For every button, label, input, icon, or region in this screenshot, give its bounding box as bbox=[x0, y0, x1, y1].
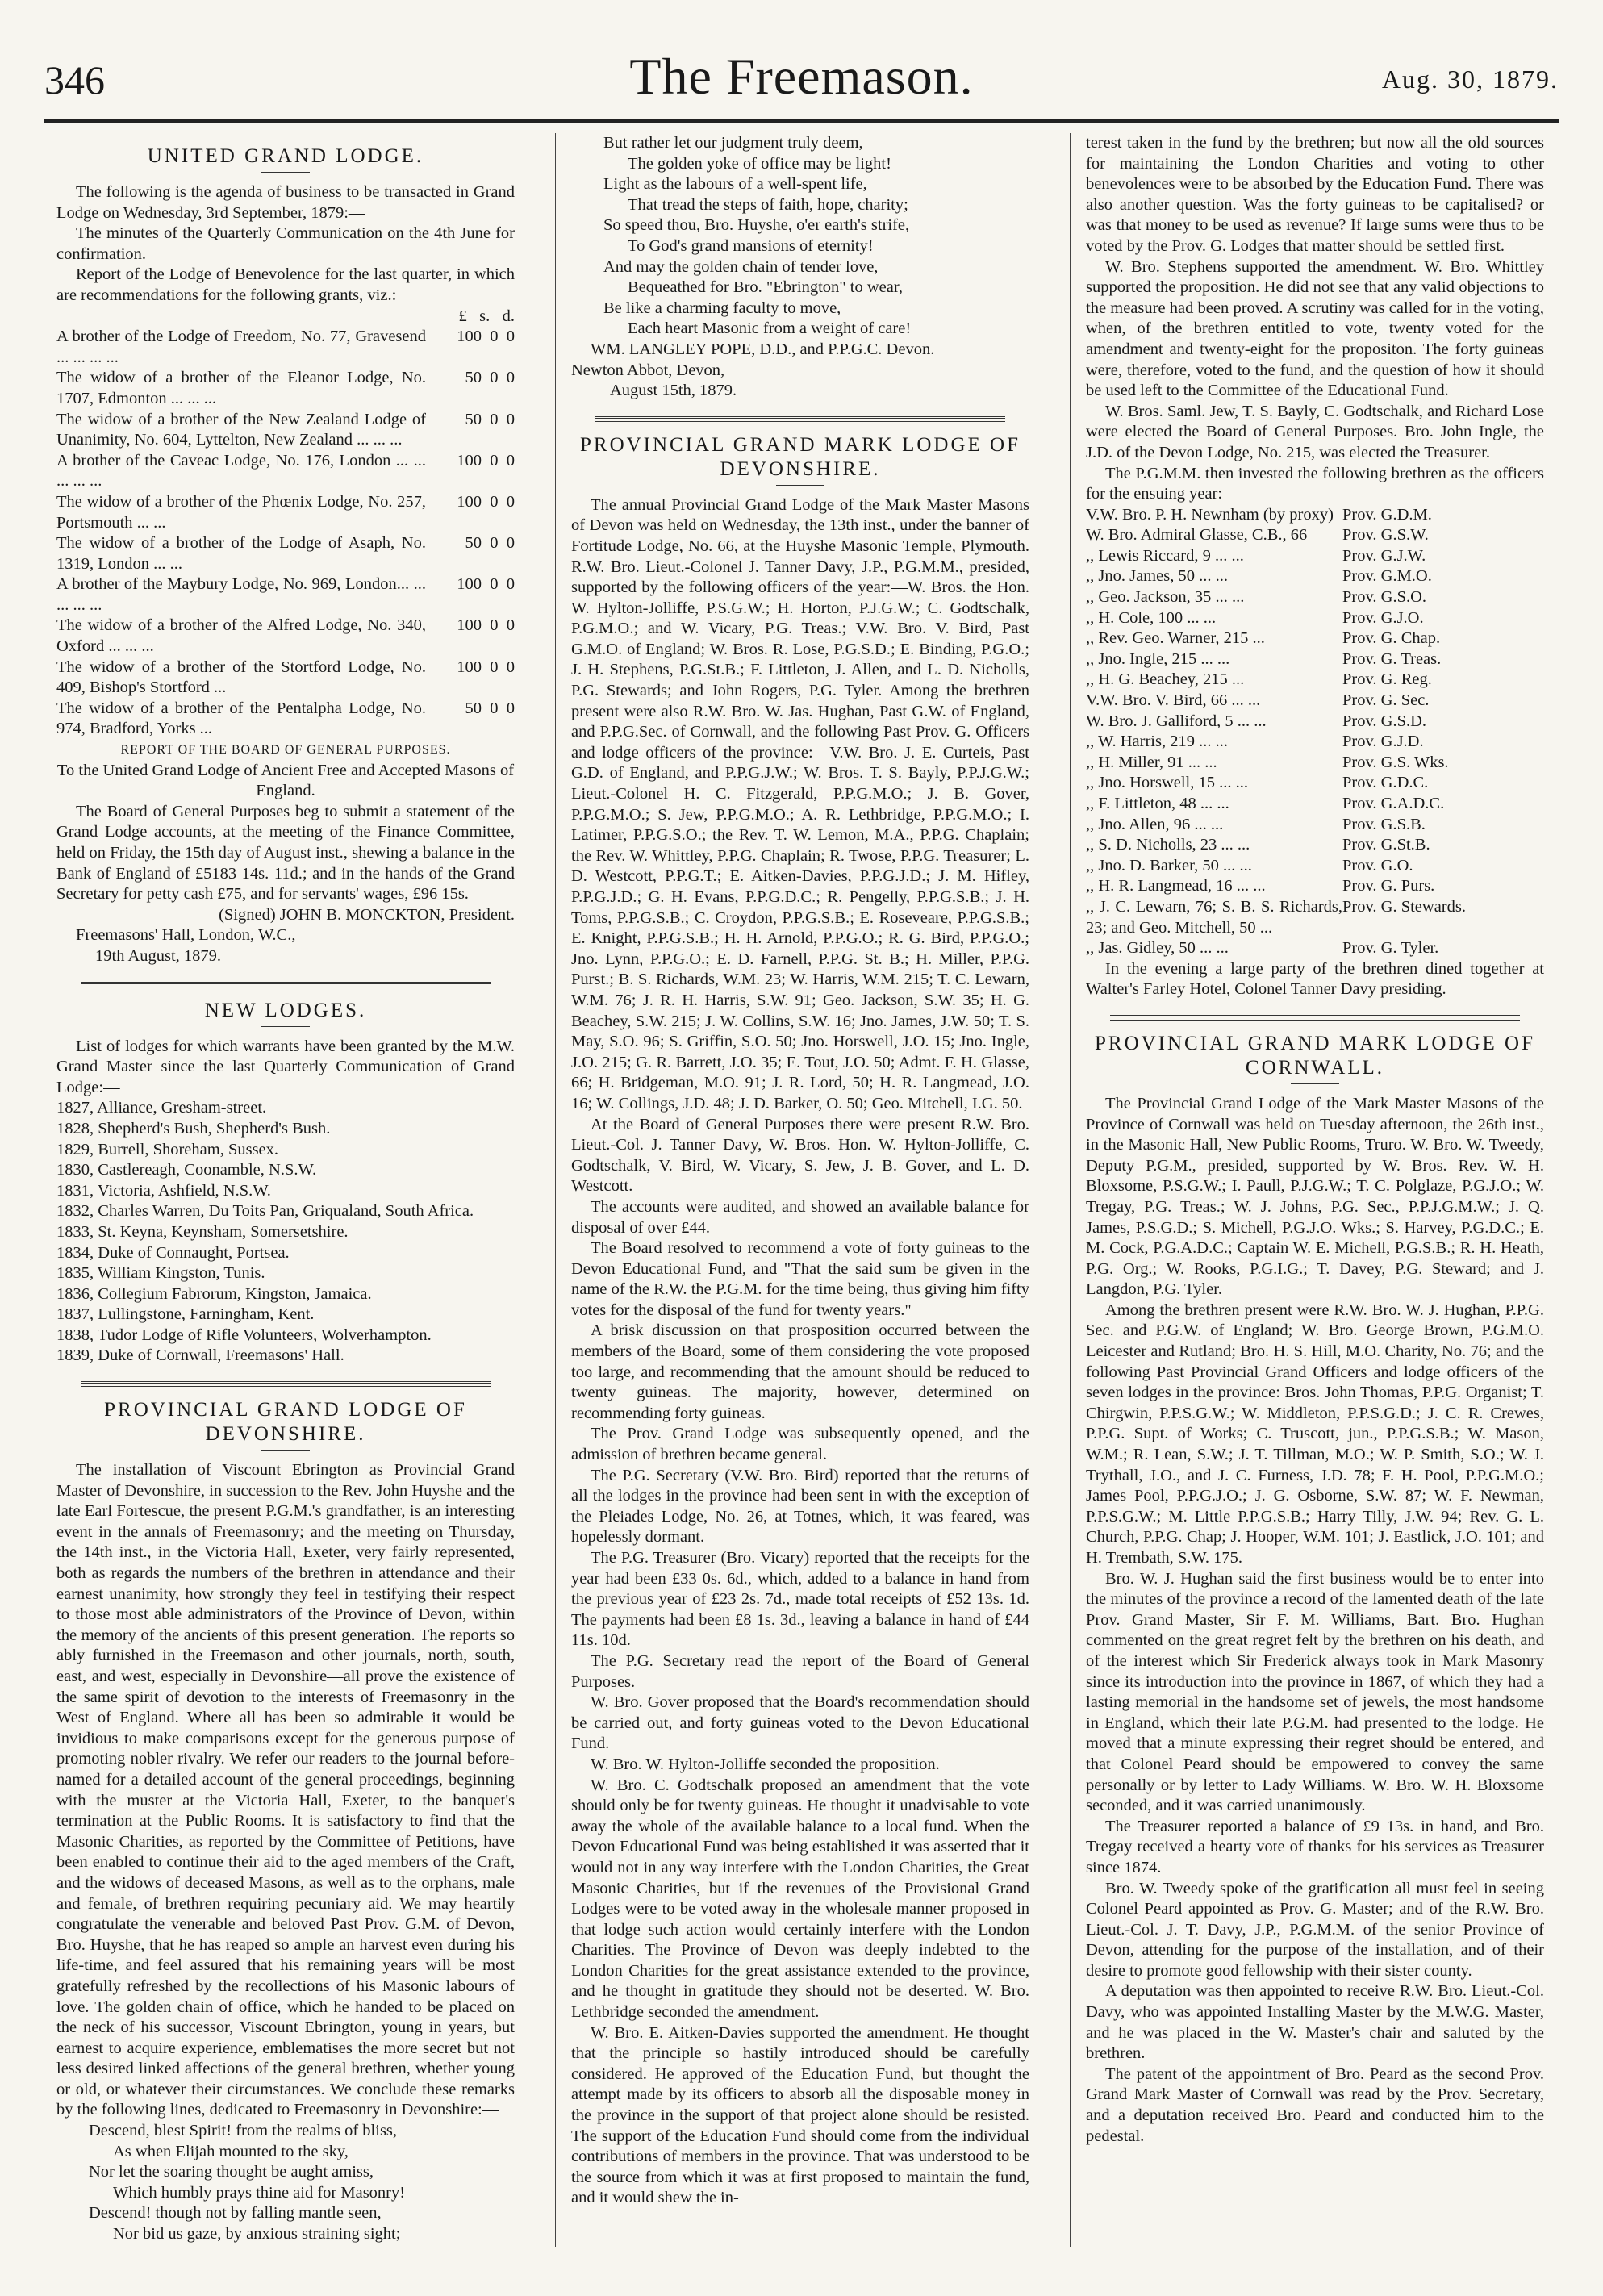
report-heading: REPORT OF THE BOARD OF GENERAL PURPOSES. bbox=[120, 743, 451, 758]
officer-name: V.W. Bro. P. H. Newnham (by proxy) bbox=[1086, 505, 1334, 524]
verse-line: Nor let the soaring thought be aught amiss, bbox=[89, 2163, 374, 2181]
officer-row bbox=[1086, 876, 1544, 897]
verse-line: Light as the labours of a well-spent life, bbox=[603, 175, 867, 194]
paragraph: terest taken in the fund by the brethren; but now all the old sources for maintaining the London Charities and voting to other benevolences were to be absorbed by the Education Fund. There was also another question. Was the forty guineas to be capitalised? or was that money to be used as revenue? If large sums were thus to be voted by the Prov. G. Lodges that matter should be settled first. bbox=[1086, 134, 1544, 255]
verse-line: Descend, blest Spirit! from the realms of bliss, bbox=[89, 2122, 398, 2140]
paragraph: W. Bro. C. Godtschalk proposed an amendment that the vote should only be for twenty guineas. He thought it unadvisable to vote away the whole of the available balance to a local fund. When the Devon Educational Fund was being established it was asserted that it would not in any way interfere with the London Charities, the Great Masonic Charities, but if the revenues of the Provisional Grand Lodges were to be voted away in the wholesale manner proposed in that lodge such action would certainly interfere with the London Charities. The Province of Devon was deeply indebted to the London Charities for the great assistance extended to the province, and he thought in gratitude they should not be deserted. W. Bro. Lethbridge seconded the amendment. bbox=[571, 1776, 1029, 2022]
verse-line: As when Elijah mounted to the sky, bbox=[113, 2142, 349, 2160]
officer-office: Prov. G.D.M. bbox=[1342, 505, 1432, 524]
grant-amount: 100 0 0 bbox=[457, 657, 515, 676]
officer-name: ,, Jno. Ingle, 215 ... ... bbox=[1086, 649, 1230, 668]
grant-row bbox=[56, 699, 515, 740]
report-addressee: To the United Grand Lodge of Ancient Free and Accepted Masons of England. bbox=[56, 761, 515, 800]
paragraph: The P.G. Secretary (V.W. Bro. Bird) reported that the returns of all the lodges in the province had been sent in with the exception of the Pleiades Lodge, No. 26, at Totnes, which, it was feared, was hopelessly dormant. bbox=[571, 1466, 1029, 1547]
paragraph: The accounts were audited, and showed an available balance for disposal of over £44. bbox=[571, 1197, 1029, 1237]
officer-name: ,, F. Littleton, 48 ... ... bbox=[1086, 795, 1229, 812]
verse-line: Which humbly prays thine aid for Masonry! bbox=[113, 2183, 406, 2202]
verse-line: Bequeathed for Bro. "Ebrington" to wear, bbox=[628, 278, 903, 297]
grant-row bbox=[56, 657, 515, 699]
lodge-entry: 1832, Charles Warren, Du Toits Pan, Griqualand, South Africa. bbox=[56, 1202, 474, 1221]
officer-office: Prov. G.M.O. bbox=[1342, 567, 1432, 586]
officer-office: Prov. G.D.C. bbox=[1342, 774, 1429, 792]
officer-name: ,, H. R. Langmead, 16 ... ... bbox=[1086, 877, 1266, 895]
grant-amount: 100 0 0 bbox=[457, 451, 515, 470]
signature-date: 19th August, 1879. bbox=[95, 946, 222, 965]
grant-text: A brother of the Lodge of Freedom, No. 77, Gravesend ... ... ... ... bbox=[56, 328, 426, 366]
grant-row bbox=[56, 492, 515, 533]
verse-place: Newton Abbot, Devon, bbox=[571, 361, 725, 379]
officer-row bbox=[1086, 587, 1544, 608]
officer-name: W. Bro. J. Galliford, 5 ... ... bbox=[1086, 712, 1267, 730]
masthead-rule bbox=[44, 119, 1559, 123]
paragraph: The Treasurer reported a balance of £9 13s. in hand, and Bro. Tregay received a hearty vote of thanks for his services as Treasurer since 1874. bbox=[1086, 1817, 1544, 1876]
lodge-entry: 1835, William Kingston, Tunis. bbox=[56, 1264, 265, 1283]
paragraph: The P.G.M.M. then invested the following brethren as the officers for the ensuing year:— bbox=[1086, 464, 1544, 503]
section-rule bbox=[595, 416, 1005, 422]
heading-dash bbox=[261, 172, 310, 173]
newspaper-title: The Freemason. bbox=[629, 48, 974, 105]
article-heading: UNITED GRAND LODGE. bbox=[147, 145, 424, 167]
section-rule bbox=[1110, 1015, 1520, 1021]
paragraph: At the Board of General Purposes there were present R.W. Bro. Lieut.-Col. J. Tanner Davy, W. Bros. Hon. W. Hylton-Jolliffe, C. Godtschalk, V. Bird, W. Vicary, S. Jew, J. B. Gover, and L. D. Westcott. bbox=[571, 1115, 1029, 1196]
grants-list bbox=[56, 327, 515, 740]
section-rule bbox=[81, 1381, 491, 1387]
grant-row bbox=[56, 533, 515, 574]
grant-row bbox=[56, 327, 515, 368]
grant-text: The widow of a brother of the Eleanor Lodge, No. 1707, Edmonton ... ... ... bbox=[56, 369, 426, 407]
officer-row bbox=[1086, 815, 1544, 836]
officer-name: ,, J. C. Lewarn, 76; S. B. S. Richards, 23; and Geo. Mitchell, 50 ... bbox=[1086, 897, 1342, 937]
officer-row bbox=[1086, 794, 1544, 815]
grant-row bbox=[56, 368, 515, 409]
paragraph: A brisk discussion on that prosposition occurred between the members of the Board, some of them considering the vote proposed too large, and recommending that the amount should be reduced to twenty guineas. The majority, however, determined on recommending forty guineas. bbox=[571, 1321, 1029, 1422]
lodge-entry: 1839, Duke of Cornwall, Freemasons' Hall. bbox=[56, 1346, 344, 1365]
grant-text: The widow of a brother of the Stortford Lodge, No. 409, Bishop's Stortford ... bbox=[56, 657, 426, 697]
officer-office: Prov. G. Stewards. bbox=[1342, 897, 1466, 916]
officer-office: Prov. G. Purs. bbox=[1342, 877, 1435, 895]
officer-office: Prov. G.S.O. bbox=[1342, 588, 1427, 607]
paragraph: W. Bro. W. Hylton-Jolliffe seconded the proposition. bbox=[591, 1755, 940, 1773]
officer-name: ,, H. Miller, 91 ... ... bbox=[1086, 753, 1217, 771]
officer-name: ,, H. Cole, 100 ... ... bbox=[1086, 608, 1217, 627]
grant-amount: 100 0 0 bbox=[457, 575, 515, 594]
grant-amount: 50 0 0 bbox=[465, 534, 515, 553]
officer-name: ,, H. G. Beachey, 215 ... bbox=[1086, 670, 1245, 689]
lodge-entry: 1831, Victoria, Ashfield, N.S.W. bbox=[56, 1181, 271, 1200]
verse-line: So speed thou, Bro. Huyshe, o'er earth's strife, bbox=[603, 216, 910, 235]
paragraph: Bro. W. J. Hughan said the first business would be to enter into the minutes of the province a record of the lamented death of the late Prov. Grand Master, Sir F. M. Williams, Bart. Bro. Hughan commented on the great regret felt by the brethren on his death, and of the interest which Sir Frederick always took in Mark Masonry since its introduction into the province in 1867, of which they had a lasting memorial in the handsome set of jewels, the most handsome in England, which their late P.G.M. had presented to the lodge. He moved that a minute expressing their regret should be entered, and that Colonel Peard should be empowered to convey the same personally or by letter to Lady Williams. W. Bro. W. H. Bloxsome seconded, and it was carried unanimously. bbox=[1086, 1569, 1544, 1815]
paragraph: The Board resolved to recommend a vote of forty guineas to the Devon Educational Fund, and "That the said sum be given in the name of the R.W. the P.G.M. for the time being, thus giving him fifty votes for the disposal of the fund for twenty years." bbox=[571, 1239, 1029, 1319]
grant-row bbox=[56, 451, 515, 492]
article-heading: NEW LODGES. bbox=[204, 999, 367, 1021]
officer-row bbox=[1086, 691, 1544, 712]
paragraph: The patent of the appointment of Bro. Peard as the second Prov. Grand Mark Master of Cornwall was read by the Prov. Secretary, and a deputation received Bro. Peard and conducted him to the pedestal. bbox=[1086, 2064, 1544, 2145]
new-lodges-list bbox=[56, 1098, 515, 1367]
grant-text: The widow of a brother of the Alfred Lodge, No. 340, Oxford ... ... ... bbox=[56, 616, 426, 656]
lodge-entry: 1836, Collegium Fabrorum, Kingston, Jamaica. bbox=[56, 1284, 372, 1303]
article-heading: PROVINCIAL GRAND MARK LODGE OF CORNWALL. bbox=[1094, 1032, 1536, 1079]
officer-name: ,, S. D. Nicholls, 23 ... ... bbox=[1086, 836, 1250, 854]
column-2 bbox=[571, 133, 1029, 2263]
paragraph: W. Bro. Gover proposed that the Board's recommendation should be carried out, and forty guineas voted to the Devon Educational Fund. bbox=[571, 1693, 1029, 1753]
officer-row bbox=[1086, 670, 1544, 691]
paragraph: The P.G. Treasurer (Bro. Vicary) reported that the receipts for the year had been £33 0s. 6d., which, added to a balance in hand from the previous year of £23 2s. 7d., made total receipts of £52 13s. 1d. The payments had been £8 1s. 3d., leaving a balance in hand of £44 11s. 10d. bbox=[571, 1549, 1029, 1650]
signature-place: Freemasons' Hall, London, W.C., bbox=[76, 926, 296, 945]
column-1 bbox=[56, 133, 515, 2263]
officer-row bbox=[1086, 712, 1544, 733]
lodge-entry: 1830, Castlereagh, Coonamble, N.S.W. bbox=[56, 1161, 317, 1179]
paragraph: Report of the Lodge of Benevolence for the last quarter, in which are recommendations for the following grants, viz.: bbox=[56, 265, 515, 304]
officer-row bbox=[1086, 525, 1544, 546]
grant-text: The widow of a brother of the Phœnix Lodge, No. 257, Portsmouth ... ... bbox=[56, 492, 426, 532]
verse-line: And may the golden chain of tender love, bbox=[603, 257, 879, 276]
grant-text: A brother of the Maybury Lodge, No. 969, London... ... ... ... ... bbox=[56, 575, 426, 614]
paragraph: The annual Provincial Grand Lodge of the Mark Master Masons of Devon was held on Wednesday, the 13th inst., under the banner of Fortitude Lodge, No. 66, at the Huyshe Masonic Temple, Plymouth. R.W. Bro. Lieut.-Colonel J. Tanner Davy, J.P., P.G.M.M., presided, supported by the following officers of the year:—W. Bros. the Hon. W. Hylton-Jolliffe, P.S.G.W.; H. Horton, P.J.G.W.; C. Godtschalk, P.G.M.O.; and W. Vicary, P.G. Treas.; V.W. Bro. V. Bird, Past G.M.O. of England; W. Bros. R. Lose, P.G.S.D.; E. Binding, P.G.O.; J. H. Stephens, P.G.St.B.; F. Littleton, J. Allen, and L. D. Nicholls, P.G. Stewards; and John Rogers, P.G. Tyler. Among the brethren present were also R.W. Bro. W. Jas. Hughan, Past G.W. of England, and P.P.G.Sec. of Cornwall, and the following Past Prov. G. Officers and lodge officers of the province:—V.W. Bro. J. E. Curteis, Past G.D. of England, and P.P.G.J.W.; W. Bros. T. S. Bayly, P.P.J.G.W.; Lieut.-Colonel H. C. Fitzgerald, P.P.G.M.O.; J. B. Gover, P.P.G.M.O.; S. Jew, P.P.G.M.O.; A. R. Lethbridge, P.P.G.M.O.; I. Latimer, P.P.G.S.O.; the Rev. T. W. Lemon, M.A., P.P.G. Chaplain; the Rev. W. Whittley, P.P.G. Chaplain; R. Twose, P.P.G. Treasurer; L. D. Westcott, P.P.G.T.; E. Aitken-Davies, P.P.G.J.D.; J. M. Hifley, P.P.G.J.D.; G. H. Evans, P.P.G.D.C.; R. Pengelly, P.P.G.S.B.; J. H. Toms, P.P.G.S.B.; C. Croydon, P.P.G.S.B.; E. Roseveare, P.P.G.S.B.; E. Knight, P.P.G.S.B.; H. H. Arnold, P.P.G.O.; R. G. Bird, P.P.G.O.; Jno. Lynn, P.P.G.O.; E. D. Farnell, P.P.G. St. B.; H. Miller, P.P.G. Purst.; B. S. Richards, W.M. 23; W. Harris, W.M. 215; T. C. Lewarn, W.M. 76; J. R. H. Harris, S.W. 91; Geo. Jackson, S.W. 35; H. G. Beachey, S.W. 215; J. W. Collins, S.W. 16; Jno. James, J.W. 50; T. S. May, S.O. 96; S. Griffin, S.O. 50; Jno. Horswell, J.O. 15; Jno. Ingle, J.O. 215; G. R. Barrett, J.O. 35; E. Tout, J.O. 50; Admt. F. H. Glasse, 66; H. Bridgeman, M.O. 91; J. R. Lord, 50; H. R. Langmead, J.O. 16; W. Collings, J.D. 48; J. D. Barker, O. 50; Geo. Mitchell, I.G. 50. bbox=[571, 495, 1029, 1113]
paragraph: The P.G. Secretary read the report of the Board of General Purposes. bbox=[571, 1651, 1029, 1691]
officer-office: Prov. G.J.O. bbox=[1342, 608, 1424, 627]
paragraph: A deputation was then appointed to receive R.W. Bro. Lieut.-Col. Davy, who was appointed Installing Master by the M.W.G. Master, and he was placed in the W. Master's chair and saluted by the brethren. bbox=[1086, 1982, 1544, 2063]
officer-row bbox=[1086, 773, 1544, 794]
officer-office: Prov. G.J.D. bbox=[1342, 733, 1424, 751]
officer-name: V.W. Bro. V. Bird, 66 ... ... bbox=[1086, 691, 1261, 710]
heading-dash bbox=[776, 485, 824, 486]
paragraph: W. Bro. Stephens supported the amendment. W. Bro. Whittley supported the proposition. He did not see that any valid objections to the measure had been proved. A scrutiny was called for in the voting, when, of the brethren entitled to vote, twenty voted for the amendment and twenty-eight for the propositon. The forty guineas were, therefore, voted to the fund, and the question of how it should be used left to the Committee of the Educational Fund. bbox=[1086, 257, 1544, 400]
column-divider bbox=[555, 133, 556, 2247]
officer-name: ,, Jno. D. Barker, 50 ... ... bbox=[1086, 856, 1252, 875]
signature: (Signed) JOHN B. MONCKTON, President. bbox=[219, 905, 515, 924]
officer-name: ,, W. Harris, 219 ... ... bbox=[1086, 733, 1228, 751]
verse-line: To God's grand mansions of eternity! bbox=[628, 236, 874, 255]
grant-amount: 100 0 0 bbox=[457, 328, 515, 346]
verse-signature: WM. LANGLEY POPE, D.D., and P.P.G.C. Devon. bbox=[591, 340, 935, 358]
paragraph: The Provincial Grand Lodge of the Mark Master Masons of the Province of Cornwall was held on Tuesday afternoon, the 26th inst., in the Masonic Hall, New Public Rooms, Truro. W. Bro. W. Tweedy, Deputy P.G.M., presided, supported by W. Bros. Rev. W. H. Bloxsome, P.S.G.W.; I. Paull, P.J.G.W.; T. C. Polglaze, P.G.J.O.; W. Tregay, P.G. Treas.; W. J. Johns, P.G. Sec., P.P.J.G.M.W.; J. Q. James, P.S.G.D.; S. Michell, P.G.J.O. Wks.; S. Harvey, P.G.D.C.; E. M. Cock, P.G.A.D.C.; Captain W. E. Michell, P.G.S.B.; R. H. Heath, P.G. Org.; W. Rooks, P.G.I.G.; T. Davey, P.G. Steward; and J. Langdon, P.G. Tyler. bbox=[1086, 1094, 1544, 1299]
officer-office: Prov. G. Treas. bbox=[1342, 649, 1442, 668]
lodge-entry: 1829, Burrell, Shoreham, Sussex. bbox=[56, 1140, 279, 1158]
heading-dash bbox=[1291, 1083, 1339, 1084]
verse-line: That tread the steps of faith, hope, charity; bbox=[628, 195, 908, 214]
verse-line: Nor bid us gaze, by anxious straining sight; bbox=[113, 2225, 401, 2244]
lodge-entry: 1828, Shepherd's Bush, Shepherd's Bush. bbox=[56, 1119, 331, 1138]
officer-office: Prov. G.S. Wks. bbox=[1342, 753, 1449, 771]
grant-row bbox=[56, 616, 515, 657]
paragraph: Among the brethren present were R.W. Bro. W. J. Hughan, P.P.G. Sec. and P.G.W. of England; W. Bro. George Brown, P.G.M.O. Leicester and Rutland; Bro. H. S. Hill, M.O. Charity, No. 76; and the following Past Provincial Grand Officers and lodge officers of the seven lodges in the province: Bros. John Thomas, P.P.G. Organist; T. Chirgwin, P.P.S.G.W.; W. Middleton, P.P.S.G.D.; J. C. R. Crewes, P.P.G. Supt. of Works; C. Truscott, jun., P.P.G.S.B.; W. Mason, W.M.; R. Lean, S.W.; J. T. Tillman, M.O.; W. P. Smith, S.O.; W. J. Trythall, J.O., and J. C. Furness, J.D. 78; F. H. Pool, P.P.G.M.O.; James Pool, P.P.G.J.O.; J. G. Osborne, S.W. 87; W. F. Newman, P.P.S.G.W.; M. Little P.P.G.S.B.; Harry Tilly, J.W. 94; Rev. G. L. Church, P.P.G. Chap; J. Hooper, W.M. 101; J. Eastlick, J.O. 101; and H. Trembath, S.W. 175. bbox=[1086, 1300, 1544, 1567]
heading-dash bbox=[261, 1026, 310, 1027]
lodge-entry: 1838, Tudor Lodge of Rifle Volunteers, Wolverhampton. bbox=[56, 1325, 432, 1344]
officer-name: ,, Rev. Geo. Warner, 215 ... bbox=[1086, 629, 1265, 648]
officer-name: ,, Jas. Gidley, 50 ... ... bbox=[1086, 939, 1229, 958]
grant-text: The widow of a brother of the Lodge of Asaph, No. 1319, London ... ... bbox=[56, 534, 426, 573]
officer-office: Prov. G.A.D.C. bbox=[1342, 795, 1445, 812]
masthead bbox=[44, 32, 1559, 113]
officer-row bbox=[1086, 753, 1544, 774]
verse-line: The golden yoke of office may be light! bbox=[628, 154, 891, 173]
paragraph: W. Bro. E. Aitken-Davies supported the amendment. He thought that the principle so hastily introduced should be carefully considered. He approved of the Education Fund, but thought the attempt made by its officers to absorb all the disposable money in the province in the support of that project alone should be resisted. The support of the Education Fund should come from the individual contributions of members in the province. That was understood to be the source from which it was at first proposed to maintain the fund, and it would shew the in- bbox=[571, 2023, 1029, 2207]
lodge-entry: 1827, Alliance, Gresham-street. bbox=[56, 1099, 267, 1117]
officer-row bbox=[1086, 649, 1544, 670]
officer-name: ,, Jno. Allen, 96 ... ... bbox=[1086, 815, 1224, 833]
officer-office: Prov. G. Sec. bbox=[1342, 691, 1430, 710]
officer-row bbox=[1086, 505, 1544, 526]
officer-row bbox=[1086, 566, 1544, 587]
grant-amount: 50 0 0 bbox=[465, 369, 515, 387]
grant-row bbox=[56, 410, 515, 451]
grant-amount: 50 0 0 bbox=[465, 410, 515, 428]
paragraph: The Board of General Purposes beg to submit a statement of the Grand Lodge accounts, at the meeting of the Finance Committee, held on Friday, the 15th day of August inst., shewing a balance in the Bank of England of £5183 14s. 11d.; and in the hands of the Grand Secretary for petty cash £75, and for servants' wages, £96 15s. bbox=[56, 802, 515, 904]
officer-name: ,, Jno. Horswell, 15 ... ... bbox=[1086, 774, 1249, 792]
grant-text: The widow of a brother of the New Zealand Lodge of Unanimity, No. 604, Lyttelton, New Zealand ... ... ... bbox=[56, 410, 426, 449]
verse-date: August 15th, 1879. bbox=[610, 382, 737, 400]
officer-name: W. Bro. Admiral Glasse, C.B., 66 bbox=[1086, 526, 1308, 545]
heading-dash bbox=[261, 1450, 310, 1451]
verse-line: Be like a charming faculty to move, bbox=[603, 298, 841, 317]
officer-row bbox=[1086, 938, 1544, 959]
paragraph: In the evening a large party of the brethren dined together at Walter's Farley Hotel, Colonel Tanner Davy presiding. bbox=[1086, 959, 1544, 999]
officer-row bbox=[1086, 897, 1544, 938]
article-heading: PROVINCIAL GRAND MARK LODGE OF DEVONSHIRE. bbox=[579, 433, 1021, 480]
officer-row bbox=[1086, 608, 1544, 629]
paragraph: The installation of Viscount Ebrington as Provincial Grand Master of Devonshire, in succession to the Rev. John Huyshe and the late Earl Fortescue, the present P.G.M.'s grandfather, is an interesting event in the annals of Freemasonry; and the meeting on Thursday, the 14th inst., in the Victoria Hall, Exeter, very fairly represented, both as regards the numbers of the brethren in attendance and their earnest unanimity, how strongly they feel in testifying their respect to those most able administrators of the Province of Devon, within the memory of the ancients of this present generation. The reports so ably furnished in the Freemason and other journals, north, south, east, and west, especially in Devonshire—all prove the existence of the same spirit of devotion to the interests of Freemasonry in the West of England. Where all has been so admirable it would be invidious to make comparisons except for the generous purpose of promoting nobler rivalry. We refer our readers to the journal before-named for a detailed account of the general proceedings, beginning with the muster at the Victoria Hall, Exeter, to the banquet's termination at the Public Rooms. It is satisfactory to find that the Masonic Charities, as reported by the Committee of Petitions, have been enabled to continue their aid to the aged members of the Craft, and the widows of deceased Masons, as well as to the orphans, male and female, of brethren requiring pecuniary aid. We may heartily congratulate the venerable and beloved Past Prov. G.M. of Devon, Bro. Huyshe, that he has reaped so ample an harvest even during his life-time, and feel assured that his remaining years will be most gratefully refreshed by the recollections of his Masonic labours of love. The golden chain of office, which he handed to be placed on the neck of his successor, Viscount Ebrington, young in years, but earnest to acquire experience, emblematises the more secret but not less desired linked affections of the general brethren, whether young or old, or whatever their circumstances. We conclude these remarks by the following lines, dedicated to Freemasonry in Devonshire:— bbox=[56, 1461, 515, 2119]
officer-row bbox=[1086, 835, 1544, 856]
currency-header: £ s. d. bbox=[458, 307, 515, 325]
officer-name: ,, Geo. Jackson, 35 ... ... bbox=[1086, 588, 1245, 607]
officer-office: Prov. G. Tyler. bbox=[1342, 939, 1439, 958]
officer-office: Prov. G. Chap. bbox=[1342, 629, 1441, 648]
paragraph: W. Bros. Saml. Jew, T. S. Bayly, C. Godtschalk, and Richard Lose were elected the Board of General Purposes. Bro. John Ingle, the J.D. of the Devon Lodge, No. 215, was elected the Treasurer. bbox=[1086, 402, 1544, 461]
officer-office: Prov. G.St.B. bbox=[1342, 836, 1430, 854]
officer-office: Prov. G.S.W. bbox=[1342, 526, 1429, 545]
column-divider bbox=[1070, 133, 1071, 2247]
verse-line: Each heart Masonic from a weight of care! bbox=[628, 319, 912, 338]
verse-line: But rather let our judgment truly deem, bbox=[603, 134, 863, 152]
grant-amount: 100 0 0 bbox=[457, 492, 515, 511]
article-heading: PROVINCIAL GRAND LODGE OF DEVONSHIRE. bbox=[104, 1399, 467, 1446]
grant-row bbox=[56, 574, 515, 616]
officer-office: Prov. G. Reg. bbox=[1342, 670, 1432, 689]
officer-row bbox=[1086, 546, 1544, 567]
verse-line: Descend! though not by falling mantle seen, bbox=[89, 2204, 382, 2223]
grant-text: The widow of a brother of the Pentalpha Lodge, No. 974, Bradford, Yorks ... bbox=[56, 699, 426, 738]
paragraph: Bro. W. Tweedy spoke of the gratification all must feel in seeing Colonel Peard appointed as Prov. G. Master; and of the R.W. Bro. Lieut.-Col. J. T. Davy, J.P., P.G.M.M. of the senior Province of Devon, attending for the purpose of the installation, and of their desire to promote good fellowship with their sister county. bbox=[1086, 1879, 1544, 1980]
verse bbox=[56, 2121, 515, 2245]
paragraph: The following is the agenda of business to be transacted in Grand Lodge on Wednesday, 3rd September, 1879:— bbox=[56, 183, 515, 222]
grant-amount: 100 0 0 bbox=[457, 616, 515, 635]
officers-list bbox=[1086, 505, 1544, 959]
lodge-entry: 1834, Duke of Connaught, Portsea. bbox=[56, 1243, 290, 1262]
officer-row bbox=[1086, 628, 1544, 649]
officer-name: ,, Jno. James, 50 ... ... bbox=[1086, 567, 1228, 586]
verse bbox=[571, 133, 1029, 340]
lodge-entry: 1837, Lullingstone, Farningham, Kent. bbox=[56, 1305, 315, 1324]
officer-row bbox=[1086, 856, 1544, 877]
officer-office: Prov. G.J.W. bbox=[1342, 546, 1426, 565]
officer-name: ,, Lewis Riccard, 9 ... ... bbox=[1086, 546, 1244, 565]
grant-amount: 50 0 0 bbox=[465, 699, 515, 717]
column-3 bbox=[1086, 133, 1544, 2263]
lodge-entry: 1833, St. Keyna, Keynsham, Somersetshire. bbox=[56, 1222, 349, 1241]
section-rule bbox=[81, 982, 491, 987]
paragraph: List of lodges for which warrants have been granted by the M.W. Grand Master since the last Quarterly Communication of Grand Lodge:— bbox=[56, 1037, 515, 1096]
paragraph: The Prov. Grand Lodge was subsequently opened, and the admission of brethren became general. bbox=[571, 1425, 1029, 1464]
page-number: 346 bbox=[44, 57, 105, 102]
grant-text: A brother of the Caveac Lodge, No. 176, London ... ... ... ... ... bbox=[56, 451, 426, 491]
paragraph: The minutes of the Quarterly Communication on the 4th June for confirmation. bbox=[56, 224, 515, 263]
officer-row bbox=[1086, 732, 1544, 753]
officer-office: Prov. G.S.B. bbox=[1342, 815, 1426, 833]
officer-office: Prov. G.O. bbox=[1342, 856, 1413, 875]
issue-date: Aug. 30, 1879. bbox=[1381, 65, 1559, 94]
officer-office: Prov. G.S.D. bbox=[1342, 712, 1427, 730]
